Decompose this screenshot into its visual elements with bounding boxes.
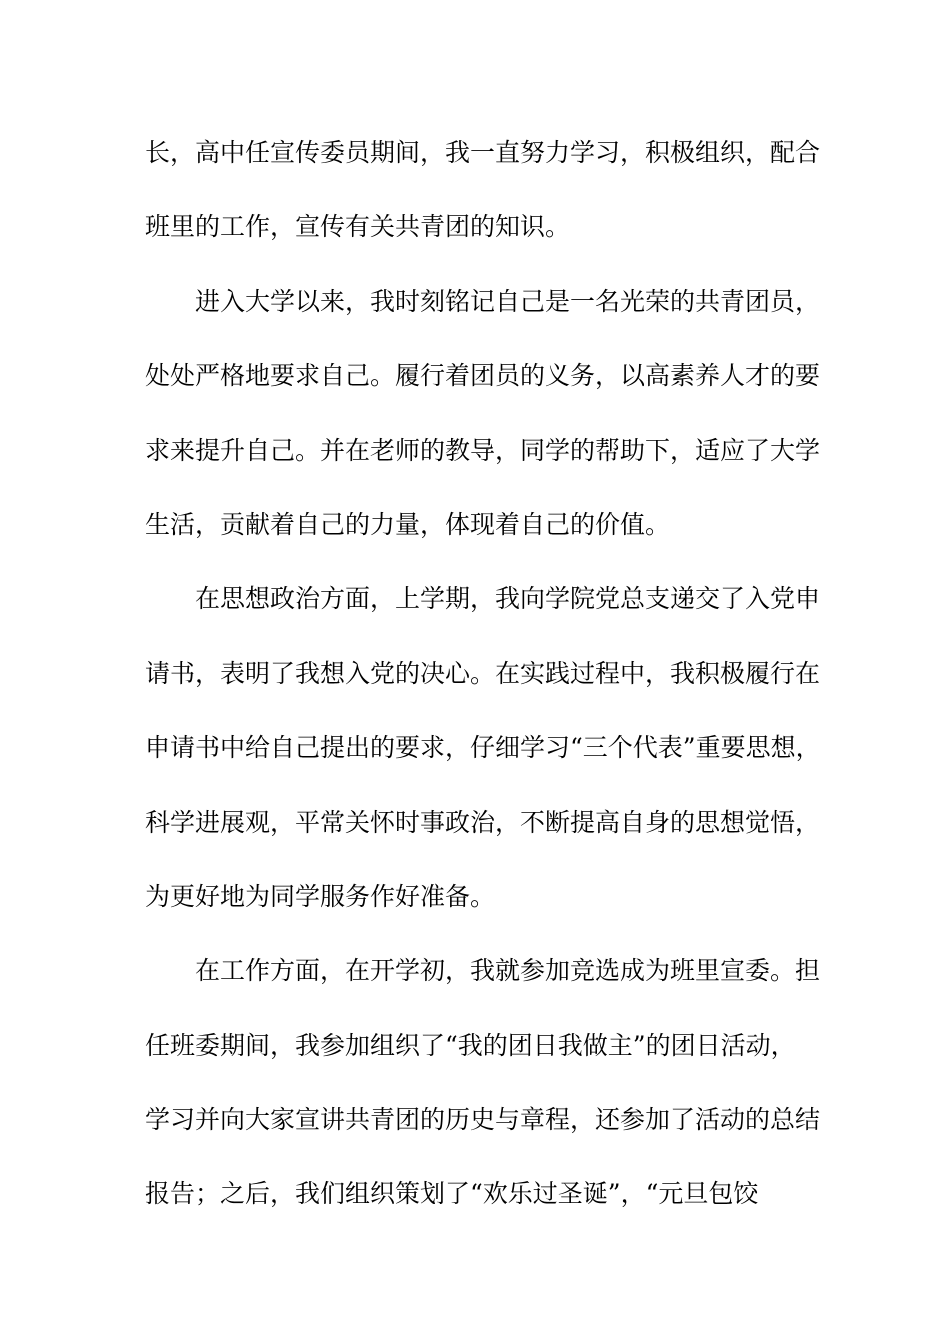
text-line: 任班委期间，我参加组织了“我的团日我做主”的团日活动， [145,1030,796,1060]
paragraph-start-line: 在工作方面，在开学初，我就参加竞选成为班里宣委。担 [195,956,821,986]
text-line: 学习并向大家宣讲共青团的历史与章程，还参加了活动的总结 [145,1105,821,1135]
text-line: 报告；之后，我们组织策划了“欢乐过圣诞”，“元旦包饺 [145,1179,759,1209]
paragraph-start-line: 进入大学以来，我时刻铭记自己是一名光荣的共青团员， [195,286,821,316]
text-line: 求来提升自己。并在老师的教导，同学的帮助下，适应了大学 [145,435,821,465]
body-text [145,128,825,1244]
text-line: 生活，贡献着自己的力量，体现着自己的价值。 [145,509,671,539]
text-line: 请书，表明了我想入党的决心。在实践过程中，我积极履行在 [145,658,821,688]
paragraph-start-line: 在思想政治方面，上学期，我向学院党总支递交了入党申 [195,584,821,614]
text-line: 科学进展观，平常关怀时事政治，不断提高自身的思想觉悟， [145,807,821,837]
text-line: 处处严格地要求自己。履行着团员的义务，以高素养人才的要 [145,361,821,391]
text-line: 为更好地为同学服务作好准备。 [145,881,496,911]
text-line: 长，高中任宣传委员期间，我一直努力学习，积极组织，配合 [145,138,821,167]
text-line: 申请书中给自己提出的要求，仔细学习“三个代表”重要思想， [145,733,821,763]
text-line: 班里的工作，宣传有关共青团的知识。 [145,212,571,242]
